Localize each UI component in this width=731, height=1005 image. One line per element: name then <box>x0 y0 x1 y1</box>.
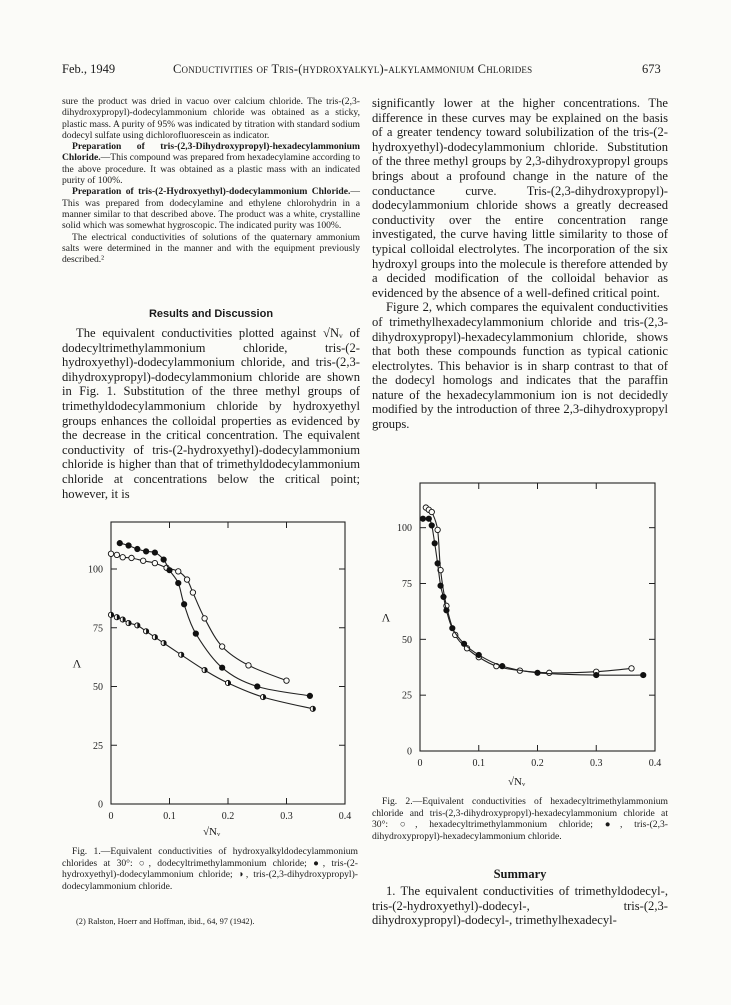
data-point-filled <box>444 608 449 613</box>
y-tick-label: 100 <box>397 523 412 535</box>
data-point-filled <box>144 549 149 554</box>
data-point-open <box>184 577 189 582</box>
data-point-filled <box>126 543 131 548</box>
section-heading-summary: Summary <box>493 867 547 881</box>
y-axis-label: Λ <box>381 610 391 625</box>
header-page-number: 673 <box>642 62 661 76</box>
data-point-open <box>435 527 440 532</box>
figure-1-chart <box>62 512 362 842</box>
header-title: Conductivities of Tris-(hydroxyalkyl)-alkylammonium Chlorides <box>173 62 533 76</box>
data-point-filled <box>182 602 187 607</box>
data-point-filled <box>152 550 157 555</box>
data-point-filled <box>193 631 198 636</box>
data-point-open <box>202 616 207 621</box>
data-point-open <box>190 590 195 595</box>
paragraph-drying: sure the product was dried in vacuo over calcium chloride. The tris-(2,3-dihydroxypropyl)-dodecylammonium chloride was obtained as a sticky, plastic mass. A purity of 95% was indicated by titration with standard sodium dodecyl sulfate using dichlorofluorescein as indicator. <box>62 96 360 141</box>
data-point-filled <box>535 670 540 675</box>
footnote: (2) Ralston, Hoerr and Hoffman, ibid., 64, 97 (1942). <box>76 917 255 926</box>
paragraph-figure2-discussion: Figure 2, which compares the equivalent conductivities of trimethylhexadecylammonium chloride and tris-(2,3-dihydroxypropyl)-hexadecylammonium chloride, shows that both these compounds function as typical cationic electrolytes. This behavior is in sharp contrast to that of the dodecyl homologs and indicates that the paraffin nature of the hexadecylammonium ion is not decidedly modified by the introduction of three 2,3-dihydroxypropyl groups. <box>372 300 668 432</box>
data-point-open <box>176 569 181 574</box>
y-tick-label: 0 <box>407 746 412 758</box>
figure-2-caption: Fig. 2.—Equivalent conductivities of hexadecyltrimethylammonium chloride and tris-(2,3-dihydroxypropyl)-hexadecylammonium chloride at 30°: ○, hexadecyltrimethylammonium chloride; ●, tris-(2,3-dihydroxypropyl)-hexadecylammonium chloride. <box>372 796 668 842</box>
plot-frame <box>111 522 345 804</box>
y-tick-label: 75 <box>402 579 412 590</box>
series-line <box>423 518 643 675</box>
data-point-filled <box>161 557 166 562</box>
data-point-open <box>140 558 145 563</box>
series-line <box>120 543 310 696</box>
data-point-filled <box>441 594 446 599</box>
series-line <box>111 615 313 709</box>
data-point-filled <box>255 684 260 689</box>
data-point-open <box>219 644 224 649</box>
y-tick-label: 50 <box>402 634 412 646</box>
y-tick-label: 75 <box>93 623 103 635</box>
paragraph-hydroxyethyl-prep: Preparation of tris-(2-Hydroxyethyl)-dodecylammonium Chloride.—This was prepared from dodecylamine and ethylene chlorohydrin in a manner similar to that described above. The product was a white, crystalline solid which was somewhat hygroscopic. The indicated purity was 100%. <box>62 186 360 232</box>
data-point-open <box>120 555 125 560</box>
figure-1 <box>62 512 362 842</box>
data-point-filled <box>594 672 599 677</box>
paragraph-hexadecyl-prep: Preparation of tris-(2,3-Dihydroxypropyl)-hexadecylammonium Chloride.—This compound was prepared from hexadecylamine according to the above procedure. It was obtained as a plastic mass with an indicated purity of 100%. <box>62 141 360 187</box>
data-point-open <box>108 551 113 556</box>
data-point-open <box>547 670 552 675</box>
figure-1-caption: Fig. 1.—Equivalent conductivities of hydroxyalkyldodecylammonium chlorides at 30°: ○, dodecyltrimethylammonium chloride; ●, tris-(2-hydroxyethyl)-dodecylammonium chloride; ◑, tris-(2,3-dihydroxypropyl)-dodecylammonium chloride. <box>62 846 358 892</box>
run-in-heading: Preparation of tris-(2,3-Dihydroxypropyl)-hexadecylammonium Chloride. <box>62 141 360 164</box>
paragraph-summary: 1. The equivalent conductivities of trimethyldodecyl-, tris-(2-hydroxyethyl)-dodecyl-, tris-(2,3-dihydroxypropyl)-dodecyl-, trimethylhexadecyl- <box>372 884 668 928</box>
experimental-text <box>62 96 360 265</box>
y-tick-label: 50 <box>93 682 103 693</box>
x-tick-label: 0 <box>417 758 423 769</box>
section-heading-results: Results and Discussion <box>148 308 274 320</box>
x-tick-label: 0.1 <box>472 758 485 769</box>
x-tick-label: 0.4 <box>648 758 662 769</box>
data-point-filled <box>438 583 443 588</box>
data-point-filled <box>426 516 431 521</box>
y-tick-label: 25 <box>402 690 412 702</box>
x-tick-label: 0.4 <box>338 811 352 822</box>
data-point-filled <box>476 652 481 657</box>
series-line <box>111 554 287 681</box>
data-point-open <box>114 552 119 557</box>
header-date: Feb., 1949 <box>62 62 116 76</box>
x-tick-label: 0.3 <box>590 758 603 769</box>
data-point-open <box>129 555 134 560</box>
data-point-filled <box>435 561 440 566</box>
data-point-filled <box>429 523 434 528</box>
data-point-filled <box>461 641 466 646</box>
data-point-filled <box>307 693 312 698</box>
x-tick-label: 0.3 <box>280 811 293 822</box>
figure-2-x-label: √Nᵥ <box>508 776 526 788</box>
x-tick-label: 0 <box>108 811 114 822</box>
data-point-filled <box>450 626 455 631</box>
data-point-filled <box>176 581 181 586</box>
paragraph-results: The equivalent conductivities plotted against √Nᵥ of dodecyltrimethylammonium chloride, tris-(2-hydroxyethyl)-dodecylammonium chloride, and tris-(2,3-dihydroxypropyl)-dodecylammonium chloride are shown in Fig. 1. Substitution of the three methyl groups of trimethyldodecylammonium chloride by hydroxyethyl groups enhances the colloidal properties as evidenced by the decrease in the critical concentration. The equivalent conductivity of tris-(2-hydroxyethyl)-dodecylammonium chloride is higher than that of trimethyldodecylammonium chloride at concentrations below the critical point; however, it is <box>62 326 360 501</box>
data-point-filled <box>432 541 437 546</box>
figure-1-x-label: √Nᵥ <box>203 826 221 838</box>
data-point-open <box>284 678 289 683</box>
data-point-filled <box>641 672 646 677</box>
y-tick-label: 25 <box>93 740 103 752</box>
data-point-open <box>429 509 434 514</box>
y-tick-label: 0 <box>98 799 103 811</box>
x-tick-label: 0.2 <box>531 758 544 769</box>
y-tick-label: 100 <box>88 564 103 576</box>
data-point-filled <box>420 516 425 521</box>
x-tick-label: 0.1 <box>163 811 176 822</box>
figure-2 <box>375 473 675 793</box>
y-axis-label: Λ <box>72 656 82 671</box>
data-point-filled <box>117 541 122 546</box>
plot-frame <box>420 483 655 751</box>
series-line <box>426 508 632 673</box>
paragraph-continued: significantly lower at the higher concentrations. The difference in these curves may be explained on the basis of a greater tendency toward solubilization of the tris-(2-hydroxyethyl)-dodecylammonium chloride. Substitution of the three methyl groups by 2,3-dihydroxypropyl groups brings about a profound change in the nature of the conductance curve. Tris-(2,3-dihydroxypropyl)-dodecylammonium chloride shows a greatly decreased conductivity over the entire concentration range investigated, the curve having little similarity to those of typical colloidal electrolytes. The incorporation of the six hydroxyl groups into the molecule is therefore attended by a decided modification of the colloidal behavior as evidenced by the absence of a well-defined critical point. <box>372 96 668 300</box>
data-point-open <box>629 666 634 671</box>
x-tick-label: 0.2 <box>221 811 235 822</box>
data-point-filled <box>167 568 172 573</box>
data-point-filled <box>500 664 505 669</box>
data-point-open <box>152 560 157 565</box>
run-in-heading: Preparation of tris-(2-Hydroxyethyl)-dodecylammonium Chloride. <box>72 186 351 198</box>
data-point-filled <box>135 546 140 551</box>
data-point-filled <box>220 665 225 670</box>
data-point-open <box>246 663 251 668</box>
figure-2-chart <box>375 473 675 793</box>
paragraph-conductivity-method: The electrical conductivities of solutions of the quaternary ammonium salts were determined in the manner and with the equipment previously described.² <box>62 231 360 266</box>
